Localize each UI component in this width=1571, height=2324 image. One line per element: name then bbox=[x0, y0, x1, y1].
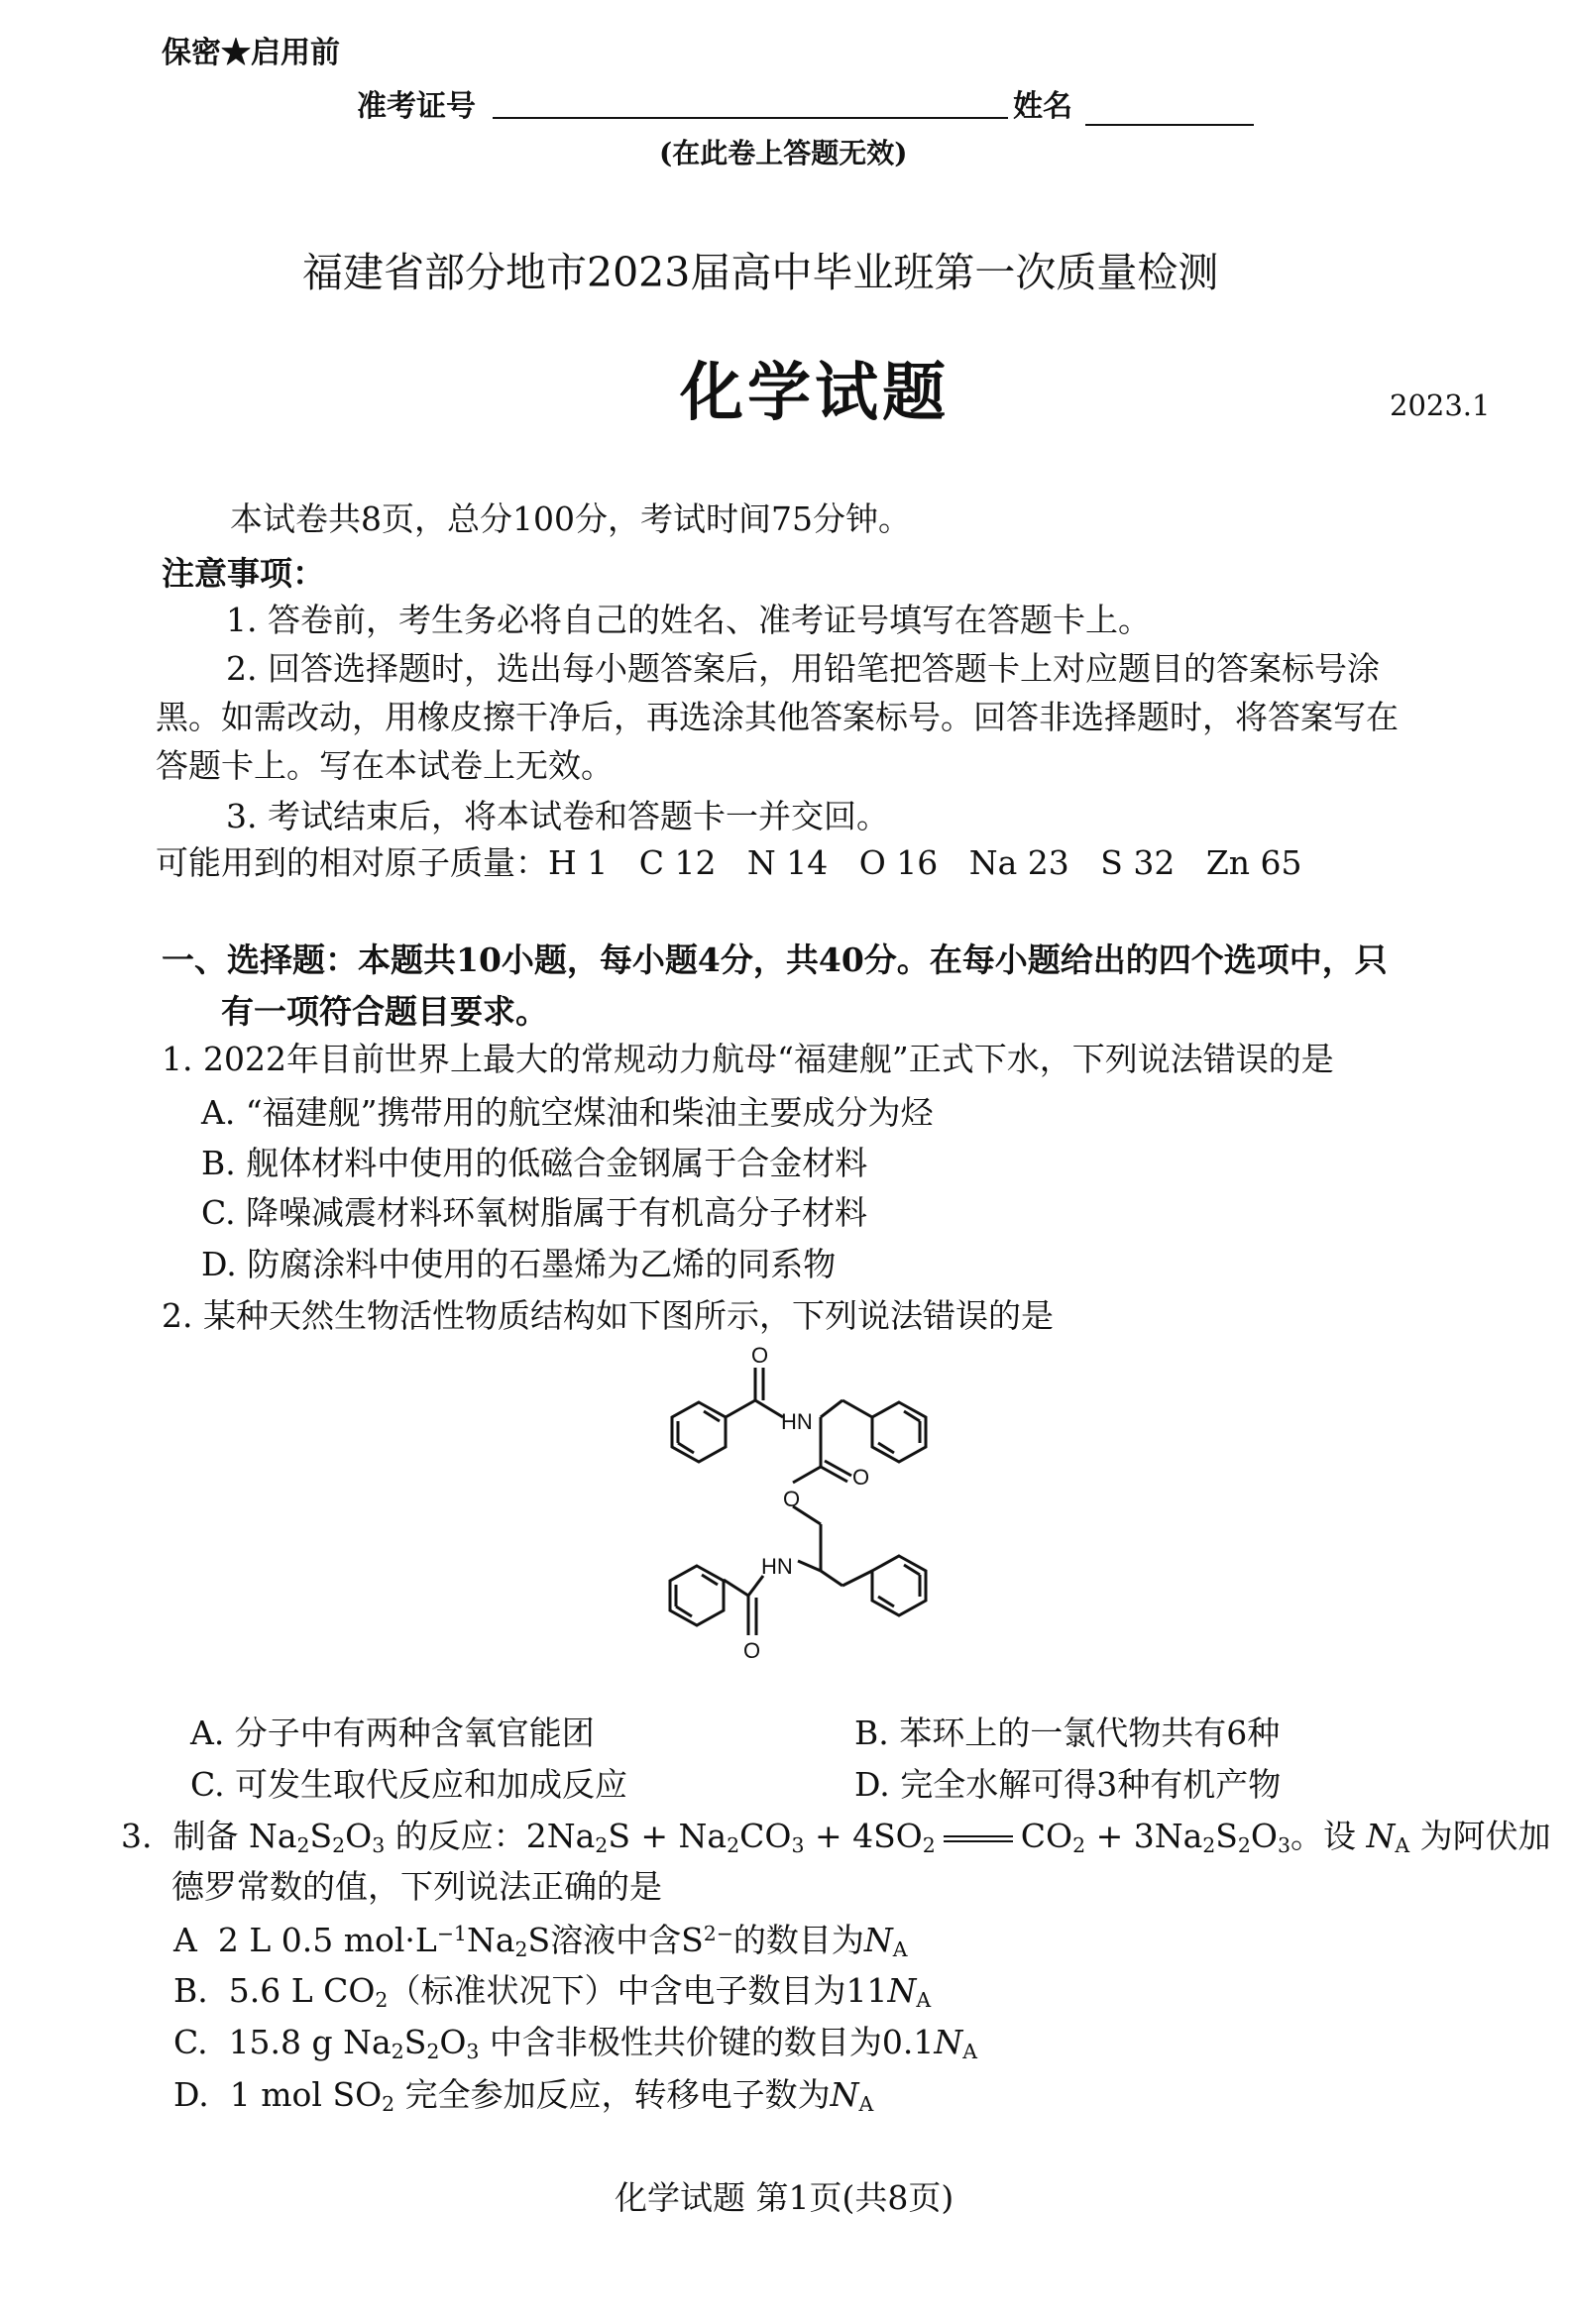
q1-option-b[interactable]: B. 舰体材料中使用的低磁合金钢属于合金材料 bbox=[201, 1144, 868, 1182]
q3-option-c[interactable]: C. 15.8 g $Na_2S_2O_3$ 中含非极性共价键的数目为$0.1N_A$ bbox=[173, 2023, 978, 2064]
q2-option-b[interactable]: B. 苯环上的一氯代物共有6种 bbox=[854, 1714, 1281, 1752]
q2-option-a[interactable]: A. 分子中有两种含氧官能团 bbox=[190, 1714, 595, 1752]
benzene-ring-1 bbox=[672, 1402, 726, 1462]
q3-option-b[interactable]: B. 5.6 L $CO_2$（标准状况下）中含电子数目为$11N_A$ bbox=[173, 1971, 932, 2013]
q1-option-d[interactable]: D. 防腐涂料中使用的石墨烯为乙烯的同系物 bbox=[201, 1245, 837, 1283]
q3-d-mid: 完全参加反应，转移电子数为 bbox=[404, 2075, 831, 2114]
q3-stem-line2: 德罗常数的值，下列说法正确的是 bbox=[171, 1867, 662, 1906]
atomic-masses: 可能用到的相对原子质量：H 1 C 12 N 14 O 16 Na 23 S 32 Zn 65 bbox=[156, 843, 1302, 882]
q3-stem-pre: 制备 bbox=[172, 1817, 239, 1855]
exam-title: 福建省部分地市2023届高中毕业班第一次质量检测 bbox=[302, 249, 1219, 296]
benzene-ring-4 bbox=[872, 1556, 926, 1615]
q1-option-c[interactable]: C. 降噪减震材料环氧树脂属于有机高分子材料 bbox=[201, 1193, 868, 1232]
q3-c-label: C. bbox=[173, 2023, 208, 2061]
q3-number: 3. bbox=[121, 1817, 153, 1855]
q3-option-a[interactable]: A 2 L 0.5 $mol\cdot L^{-1}Na_2S$溶液中含$S^{2-}$的数目为$N_A$ bbox=[173, 1921, 908, 1962]
label-hn-bottom: HN bbox=[761, 1554, 793, 1579]
subject-title: 化学试题 bbox=[680, 357, 950, 430]
q1-option-a[interactable]: A. “福建舰”携带用的航空煤油和柴油主要成分为烃 bbox=[201, 1093, 934, 1132]
q3-a-pre: 2 L 0.5 mol·L bbox=[217, 1921, 437, 1959]
q2-option-c[interactable]: C. 可发生取代反应和加成反应 bbox=[190, 1765, 628, 1804]
invalid-note: (在此卷上答题无效) bbox=[659, 137, 908, 169]
note-2-line2: 黑。如需改动，用橡皮擦干净后，再选涂其他答案标号。回答非选择题时，将答案写在 bbox=[156, 698, 1399, 736]
section-heading-line2: 有一项符合题目要求。 bbox=[221, 992, 548, 1031]
exam-summary: 本试卷共8页，总分100分，考试时间75分钟。 bbox=[230, 499, 911, 538]
q3-stem-line1: 3. 制备 $Na_2S_2O_3$ 的反应：$2Na_2S + Na_2CO_3 + 4SO_2$ $CO_2 + 3Na_2S_2O_3$。设 $N_A$ 为阿伏加 bbox=[121, 1817, 1551, 1858]
q3-c-tail: 0.1 bbox=[881, 2023, 935, 2061]
q3-a-tail: 的数目为 bbox=[732, 1921, 864, 1959]
note-2-line3: 答题卡上。写在本试卷上无效。 bbox=[156, 746, 614, 785]
q2-molecule-structure bbox=[644, 1338, 1021, 1685]
q3-stem-reaction: 的反应： bbox=[394, 1817, 526, 1855]
q3-a-mid: 溶液中含 bbox=[550, 1921, 682, 1959]
q3-option-d[interactable]: D. 1 mol $SO_2$ 完全参加反应，转移电子数为$N_A$ bbox=[173, 2075, 874, 2117]
label-o-carbonyl: O bbox=[852, 1465, 870, 1490]
name-label: 姓名 bbox=[1013, 89, 1072, 124]
q3-b-mid: （标准状况下）中含电子数目为 bbox=[388, 1971, 846, 2010]
note-1: 1. 答卷前，考生务必将自己的姓名、准考证号填写在答题卡上。 bbox=[226, 601, 1151, 639]
q3-stem-set: 。设 bbox=[1290, 1817, 1356, 1855]
notes-heading: 注意事项： bbox=[162, 554, 325, 593]
note-3: 3. 考试结束后，将本试卷和答题卡一并交回。 bbox=[226, 797, 889, 835]
exam-id-label: 准考证号 bbox=[357, 89, 476, 124]
q3-b-label: B. bbox=[173, 1971, 208, 2010]
q2-option-d[interactable]: D. 完全水解可得3种有机产物 bbox=[854, 1765, 1282, 1804]
q3-c-pre: 15.8 g bbox=[228, 2023, 333, 2061]
q3-b-pre: 5.6 L bbox=[228, 1971, 313, 2010]
q3-a-label: A bbox=[173, 1921, 197, 1959]
q3-stem-na-tail: 为阿伏加 bbox=[1419, 1817, 1551, 1855]
q1-stem: 1. 2022年目前世界上最大的常规动力航母“福建舰”正式下水，下列说法错误的是 bbox=[162, 1040, 1334, 1078]
secret-label: 保密★启用前 bbox=[162, 36, 340, 70]
label-hn-top: HN bbox=[781, 1409, 813, 1434]
name-field[interactable] bbox=[1085, 124, 1254, 126]
q3-b-tail: 11 bbox=[845, 1971, 888, 2010]
exam-id-field[interactable] bbox=[493, 117, 1008, 119]
note-2-line1: 2. 回答选择题时，选出每小题答案后，用铅笔把答题卡上对应题目的答案标号涂 bbox=[226, 649, 1380, 688]
exam-date: 2023.1 bbox=[1390, 388, 1491, 422]
benzene-ring-3 bbox=[670, 1566, 724, 1625]
q3-d-label: D. bbox=[173, 2075, 209, 2114]
q2-stem: 2. 某种天然生物活性物质结构如下图所示，下列说法错误的是 bbox=[162, 1296, 1054, 1335]
q3-c-mid: 中含非极性共价键的数目为 bbox=[489, 2023, 882, 2061]
label-o-top: O bbox=[751, 1343, 769, 1368]
label-o-bottom: O bbox=[743, 1638, 761, 1663]
section-heading-line1: 一、选择题：本题共10小题，每小题4分，共40分。在每小题给出的四个选项中，只 bbox=[162, 941, 1388, 979]
label-o-ester: O bbox=[783, 1487, 801, 1511]
q3-d-pre: 1 mol bbox=[229, 2075, 322, 2114]
benzene-ring-2 bbox=[872, 1402, 926, 1462]
page-footer: 化学试题 第1页(共8页) bbox=[615, 2178, 954, 2217]
